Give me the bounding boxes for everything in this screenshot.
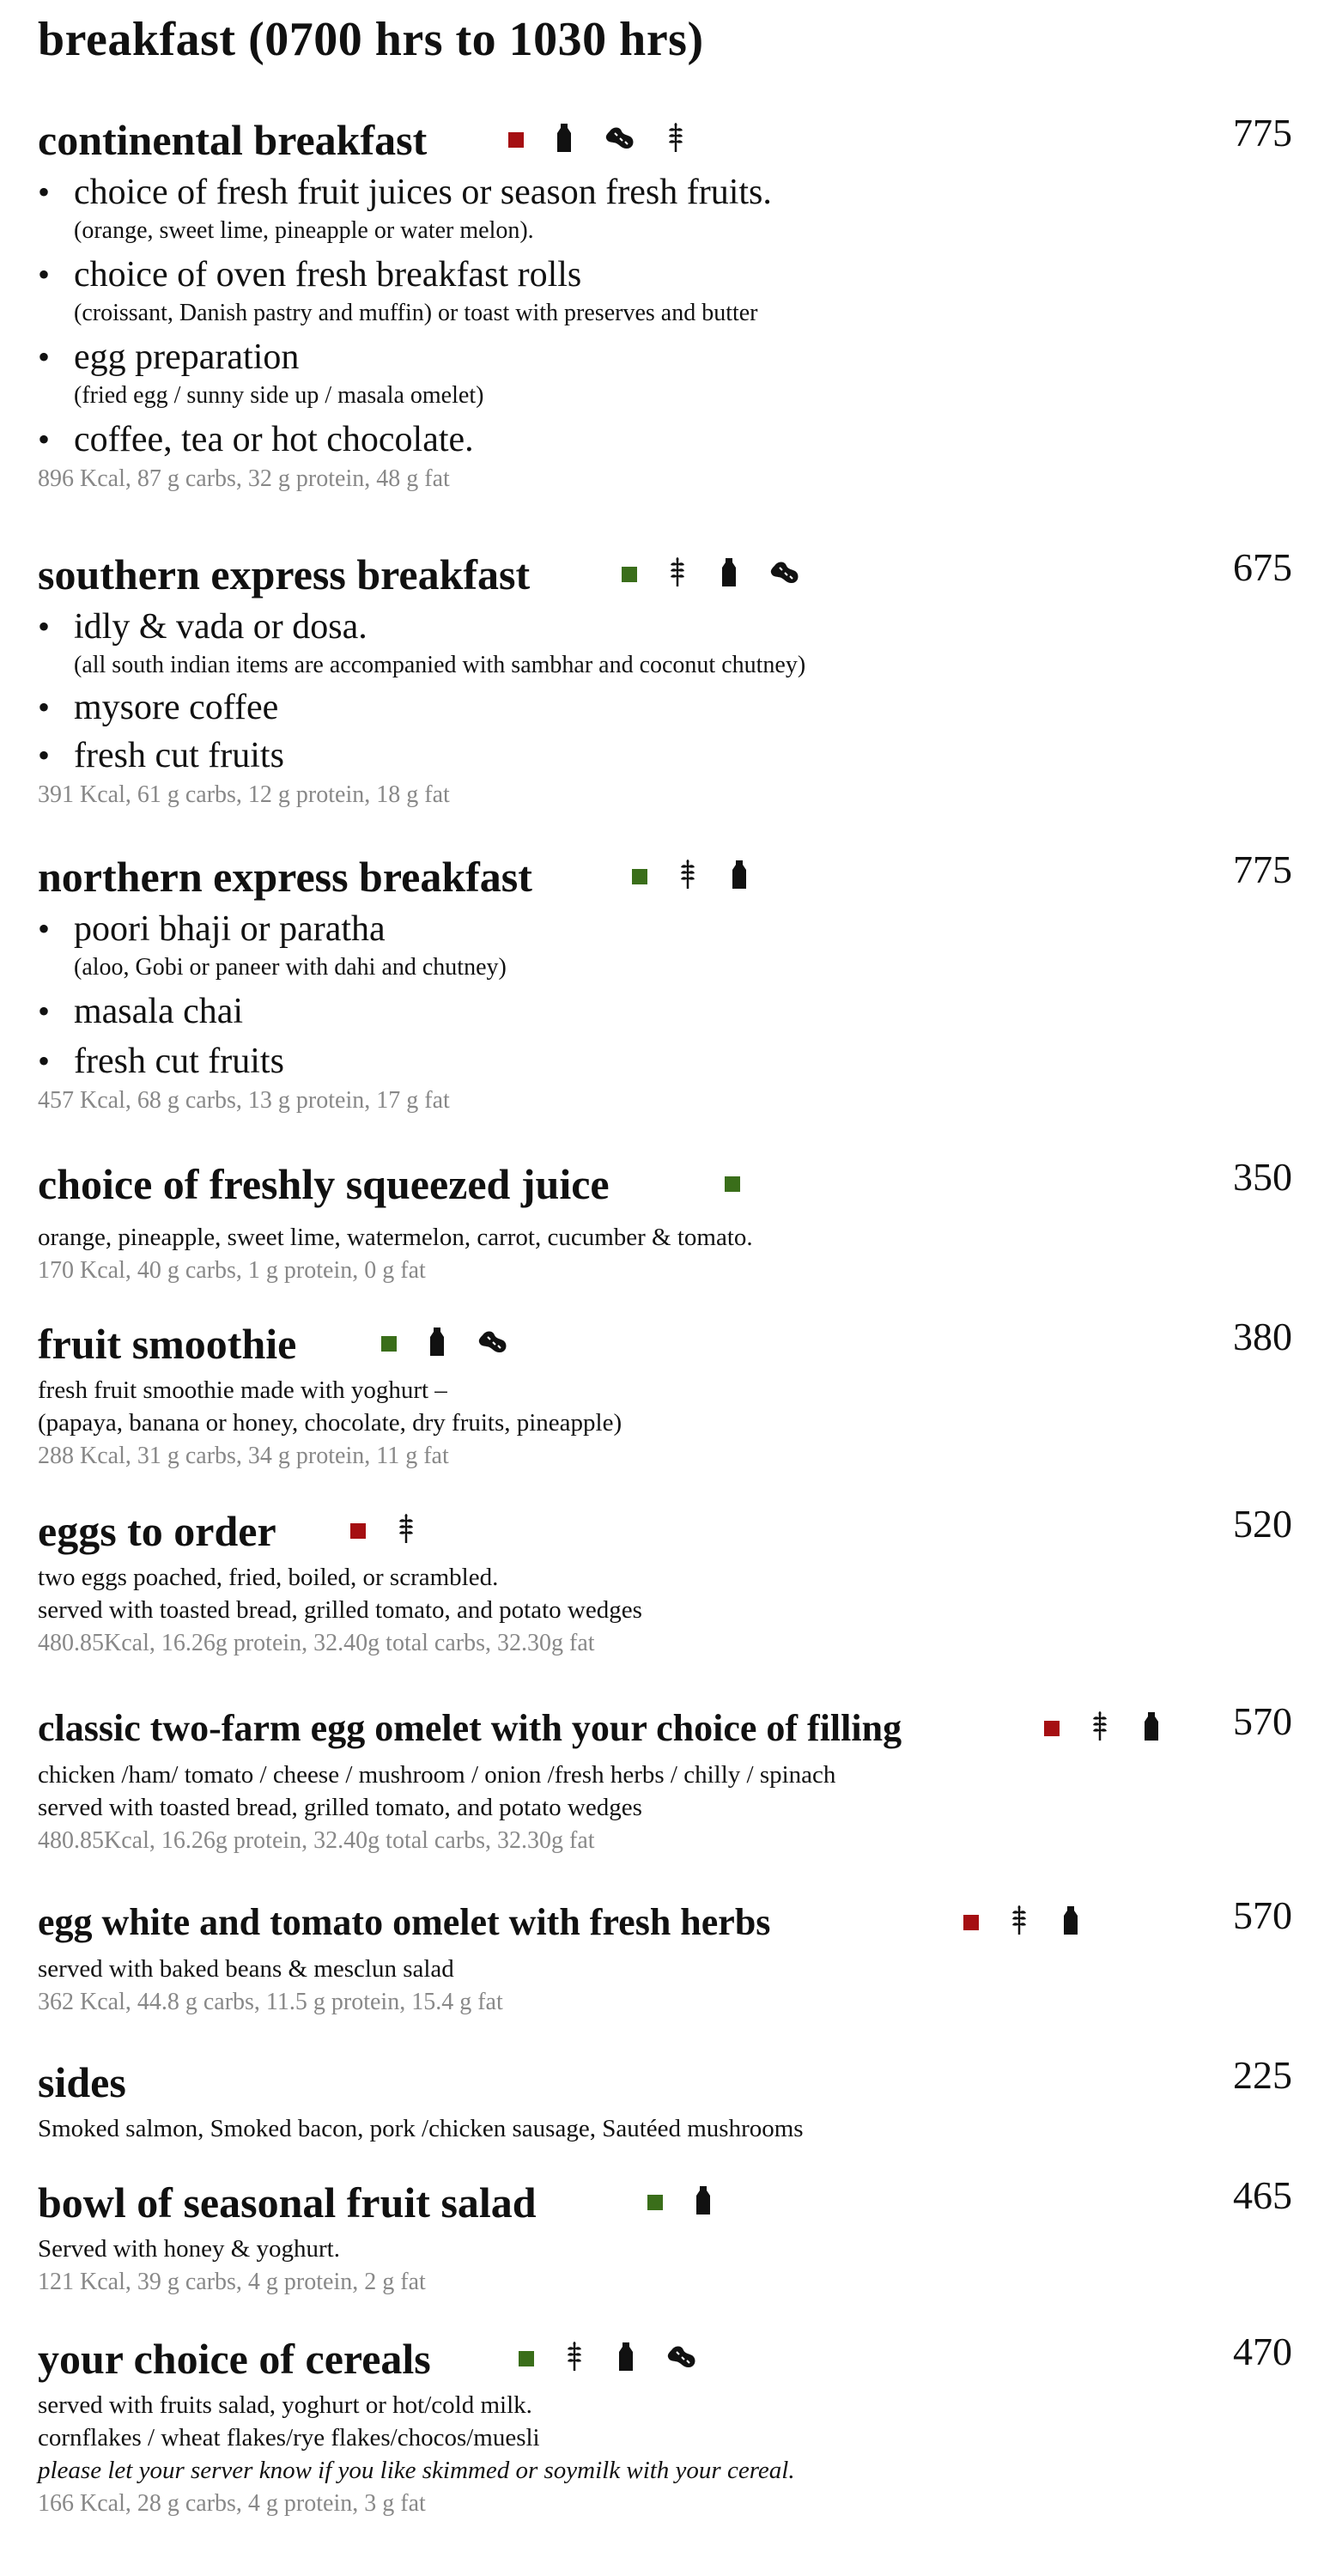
item-icons <box>963 1893 1082 1953</box>
component-detail: (fried egg / sunny side up / masala omelet) <box>74 382 484 409</box>
milk-bottle-icon <box>1060 1905 1082 1941</box>
milk-bottle-icon <box>718 557 740 592</box>
component-detail: (all south indian items are accompanied with sambhar and coconut chutney) <box>74 652 806 678</box>
item-name: eggs to order <box>38 1507 276 1555</box>
nutrition-info: 166 Kcal, 28 g carbs, 4 g protein, 3 g fat <box>38 2490 426 2517</box>
wheat-icon <box>1008 1905 1030 1941</box>
wheat-icon <box>395 1514 417 1549</box>
bullet-icon: • <box>38 1042 51 1080</box>
item-name: choice of freshly squeezed juice <box>38 1160 610 1208</box>
non-veg-marker-icon <box>963 1915 979 1930</box>
item-description: served with fruits salad, yoghurt or hot/cold milk. <box>38 2391 532 2419</box>
item-name: your choice of cereals <box>38 2335 431 2383</box>
veg-marker-icon <box>381 1336 397 1352</box>
nutrition-info: 121 Kcal, 39 g carbs, 4 g protein, 2 g fat <box>38 2269 426 2295</box>
menu-item <box>38 1314 1292 1473</box>
item-price: 470 <box>1233 2330 1292 2373</box>
component-text: choice of fresh fruit juices or season fresh fruits. <box>74 173 772 212</box>
veg-marker-icon <box>519 2351 534 2366</box>
item-name: fruit smoothie <box>38 1320 297 1368</box>
item-icons <box>647 2172 714 2233</box>
component-text: idly & vada or dosa. <box>74 607 367 647</box>
component-detail: (orange, sweet lime, pineapple or water melon). <box>74 217 534 244</box>
item-icons <box>519 2329 697 2389</box>
item-name: sides <box>38 2058 126 2106</box>
milk-bottle-icon <box>615 2342 637 2377</box>
veg-marker-icon <box>622 567 637 582</box>
nutrition-info: 480.85Kcal, 16.26g protein, 32.40g total carbs, 32.30g fat <box>38 1630 595 1656</box>
veg-marker-icon <box>647 2195 663 2210</box>
nutrition-info: 480.85Kcal, 16.26g protein, 32.40g total carbs, 32.30g fat <box>38 1827 595 1854</box>
item-name: classic two-farm egg omelet with your choice of filling <box>38 1707 902 1749</box>
list-item <box>38 417 1292 462</box>
list-item <box>38 335 1292 412</box>
veg-marker-icon <box>725 1176 740 1192</box>
non-veg-marker-icon <box>1044 1721 1060 1736</box>
menu-item <box>38 544 1292 812</box>
menu-item <box>38 1698 1292 1858</box>
bullet-icon: • <box>38 255 51 294</box>
item-price: 520 <box>1233 1502 1292 1546</box>
item-name: continental breakfast <box>38 116 428 164</box>
component-text: choice of oven fresh breakfast rolls <box>74 255 582 295</box>
list-item <box>38 1039 1292 1084</box>
item-components <box>38 907 1292 1084</box>
milk-bottle-icon <box>553 123 575 158</box>
item-icons <box>632 847 750 907</box>
menu-item <box>38 1501 1292 1661</box>
bullet-icon: • <box>38 688 51 726</box>
nutrition-info: 457 Kcal, 68 g carbs, 13 g protein, 17 g fat <box>38 1087 450 1114</box>
nutrition-info: 362 Kcal, 44.8 g carbs, 11.5 g protein, 15.4 g fat <box>38 1989 503 2015</box>
component-text: mysore coffee <box>74 688 279 727</box>
nutrition-info: 170 Kcal, 40 g carbs, 1 g protein, 0 g fat <box>38 1257 426 1284</box>
component-text: poori bhaji or paratha <box>74 909 386 949</box>
item-price: 350 <box>1233 1155 1292 1199</box>
component-text: coffee, tea or hot chocolate. <box>74 420 474 459</box>
menu-item <box>38 1893 1292 2020</box>
peanut-icon <box>477 1327 508 1362</box>
item-description: chicken /ham/ tomato / cheese / mushroom / onion /fresh herbs / chilly / spinach <box>38 1761 836 1789</box>
peanut-icon <box>666 2342 697 2377</box>
milk-bottle-icon <box>692 2185 714 2221</box>
item-description: served with toasted bread, grilled tomato, and potato wedges <box>38 1794 642 1821</box>
wheat-icon <box>563 2342 586 2377</box>
item-description: two eggs poached, fried, boiled, or scrambled. <box>38 1564 499 1591</box>
page-title: breakfast (0700 hrs to 1030 hrs) <box>38 13 704 66</box>
item-icons <box>1044 1698 1163 1759</box>
non-veg-marker-icon <box>508 132 524 148</box>
item-icons <box>381 1314 508 1374</box>
item-note: please let your server know if you like skimmed or soymilk with your cereal. <box>38 2457 795 2484</box>
item-price: 775 <box>1233 848 1292 891</box>
nutrition-info: 391 Kcal, 61 g carbs, 12 g protein, 18 g fat <box>38 781 450 808</box>
wheat-icon <box>666 557 689 592</box>
menu-item <box>38 110 1292 496</box>
component-text: egg preparation <box>74 337 300 377</box>
item-price: 380 <box>1233 1315 1292 1358</box>
component-detail: (aloo, Gobi or paneer with dahi and chutney) <box>74 954 507 981</box>
item-price: 675 <box>1233 545 1292 589</box>
bullet-icon: • <box>38 607 51 646</box>
bullet-icon: • <box>38 337 51 376</box>
milk-bottle-icon <box>1140 1711 1163 1747</box>
item-description: Smoked salmon, Smoked bacon, pork /chicken sausage, Sautéed mushrooms <box>38 2115 804 2142</box>
item-components <box>38 170 1292 462</box>
bullet-icon: • <box>38 909 51 948</box>
item-name: southern express breakfast <box>38 550 531 598</box>
bullet-icon: • <box>38 736 51 775</box>
item-description: cornflakes / wheat flakes/rye flakes/chocos/muesli <box>38 2424 540 2451</box>
menu-item <box>38 2052 1292 2145</box>
list-item <box>38 170 1292 247</box>
wheat-icon <box>1089 1711 1111 1747</box>
bullet-icon: • <box>38 992 51 1030</box>
nutrition-info: 896 Kcal, 87 g carbs, 32 g protein, 48 g fat <box>38 465 450 492</box>
item-description: served with toasted bread, grilled tomato, and potato wedges <box>38 1596 642 1624</box>
menu-item <box>38 2329 1292 2521</box>
item-name: egg white and tomato omelet with fresh herbs <box>38 1901 771 1943</box>
wheat-icon <box>677 860 699 895</box>
list-item <box>38 605 1292 682</box>
item-icons <box>622 544 800 605</box>
menu-item <box>38 847 1292 1118</box>
item-name: bowl of seasonal fruit salad <box>38 2178 537 2227</box>
item-description: orange, pineapple, sweet lime, watermelon, carrot, cucumber & tomato. <box>38 1224 753 1251</box>
component-text: fresh cut fruits <box>74 1042 284 1081</box>
item-components <box>38 605 1292 778</box>
item-name: northern express breakfast <box>38 853 532 901</box>
milk-bottle-icon <box>728 860 750 895</box>
list-item <box>38 989 1292 1034</box>
bullet-icon: • <box>38 173 51 211</box>
item-description: Served with honey & yoghurt. <box>38 2235 340 2263</box>
item-description: fresh fruit smoothie made with yoghurt – <box>38 1376 447 1404</box>
nutrition-info: 288 Kcal, 31 g carbs, 34 g protein, 11 g fat <box>38 1443 449 1469</box>
item-icons <box>508 110 687 170</box>
item-price: 775 <box>1233 111 1292 155</box>
peanut-icon <box>604 123 635 158</box>
item-price: 570 <box>1233 1699 1292 1743</box>
list-item <box>38 685 1292 730</box>
item-price: 570 <box>1233 1893 1292 1937</box>
bullet-icon: • <box>38 420 51 459</box>
menu-item <box>38 1154 1292 1288</box>
menu-item <box>38 2172 1292 2300</box>
component-detail: (croissant, Danish pastry and muffin) or toast with preserves and butter <box>74 300 758 326</box>
wheat-icon <box>665 123 687 158</box>
list-item <box>38 252 1292 330</box>
list-item <box>38 733 1292 778</box>
item-icons <box>350 1501 417 1561</box>
item-price: 225 <box>1233 2053 1292 2097</box>
item-description: served with baked beans & mesclun salad <box>38 1955 454 1983</box>
component-text: fresh cut fruits <box>74 736 284 775</box>
veg-marker-icon <box>632 869 647 884</box>
item-icons <box>725 1154 740 1214</box>
milk-bottle-icon <box>426 1327 448 1362</box>
component-text: masala chai <box>74 992 244 1031</box>
item-description: (papaya, banana or honey, chocolate, dry fruits, pineapple) <box>38 1409 622 1437</box>
peanut-icon <box>769 557 800 592</box>
non-veg-marker-icon <box>350 1523 366 1539</box>
list-item <box>38 907 1292 984</box>
item-price: 465 <box>1233 2173 1292 2217</box>
